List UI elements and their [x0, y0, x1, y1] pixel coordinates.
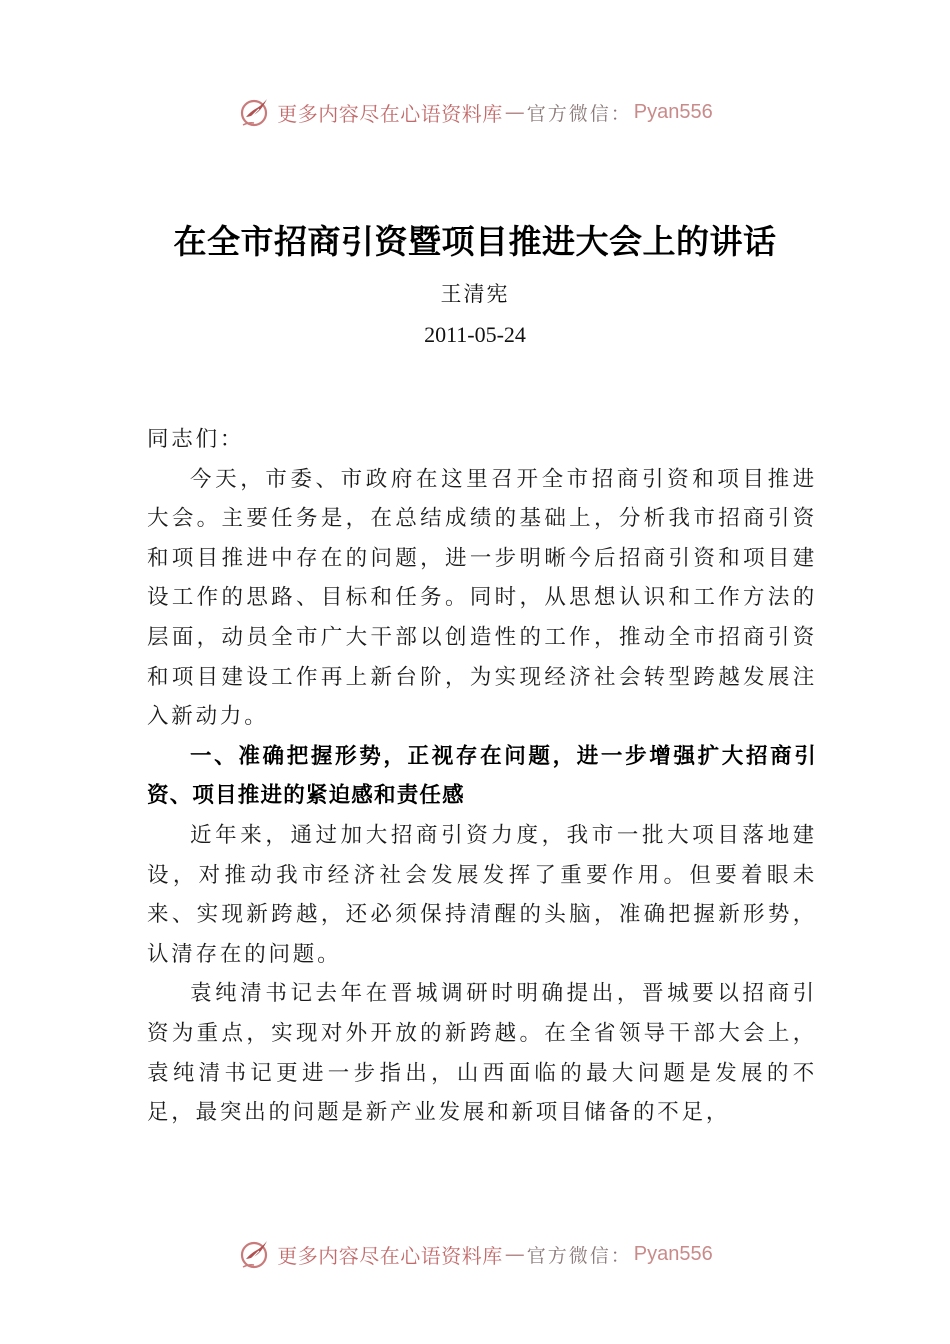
banner-slogan: 更多内容尽在心语资料库 — [277, 101, 503, 126]
document-title: 在全市招商引资暨项目推进大会上的讲话 — [173, 222, 777, 261]
banner-wechat-handle: Pyan556 — [633, 100, 713, 123]
quill-logo-icon — [237, 95, 271, 129]
document-date: 2011-05-24 — [424, 322, 526, 347]
banner-slogan: 更多内容尽在心语资料库 — [277, 1243, 503, 1268]
body-paragraph: 袁纯清书记去年在晋城调研时明确提出，晋城要以招商引资为重点，实现对外开放的新跨越。在全省领导干部大会上，袁纯清书记更进一步指出，山西面临的最大问题是发展的不足，最突出的问题是新产业发展和新项目储备的不足， — [147, 981, 817, 1126]
body-paragraph: 近年来，通过加大招商引资力度，我市一批大项目落地建设，对推动我市经济社会发展发挥了重要作用。但要着眼未来、实现新跨越，还必须保持清醒的头脑，准确把握新形势，认清存在的问题。 — [147, 822, 817, 967]
banner-wechat-label: 官方微信： — [526, 1244, 632, 1267]
banner-dash: — — [504, 100, 525, 124]
footer-watermark-banner — [0, 1234, 950, 1274]
quill-logo-icon — [237, 1237, 271, 1271]
banner-dash: — — [504, 1242, 525, 1266]
salutation: 同志们： — [147, 427, 245, 452]
banner-wechat-label: 官方微信： — [526, 102, 632, 125]
banner-wechat-handle: Pyan556 — [633, 1242, 713, 1265]
section-heading: 一、准确把握形势，正视存在问题，进一步增强扩大招商引资、项目推进的紧迫感和责任感 — [147, 743, 817, 809]
document-author: 王清宪 — [440, 282, 510, 306]
header-watermark-banner — [0, 92, 950, 132]
document-body — [147, 420, 817, 1133]
body-paragraph: 今天，市委、市政府在这里召开全市招商引资和项目推进大会。主要任务是，在总结成绩的基础上，分析我市招商引资和项目推进中存在的问题，进一步明晰今后招商引资和项目建设工作的思路、目标和任务。同时，从思想认识和工作方法的层面，动员全市广大干部以创造性的工作，推动全市招商引资和项目建设工作再上新台阶，为实现经济社会转型跨越发展注入新动力。 — [147, 466, 817, 730]
